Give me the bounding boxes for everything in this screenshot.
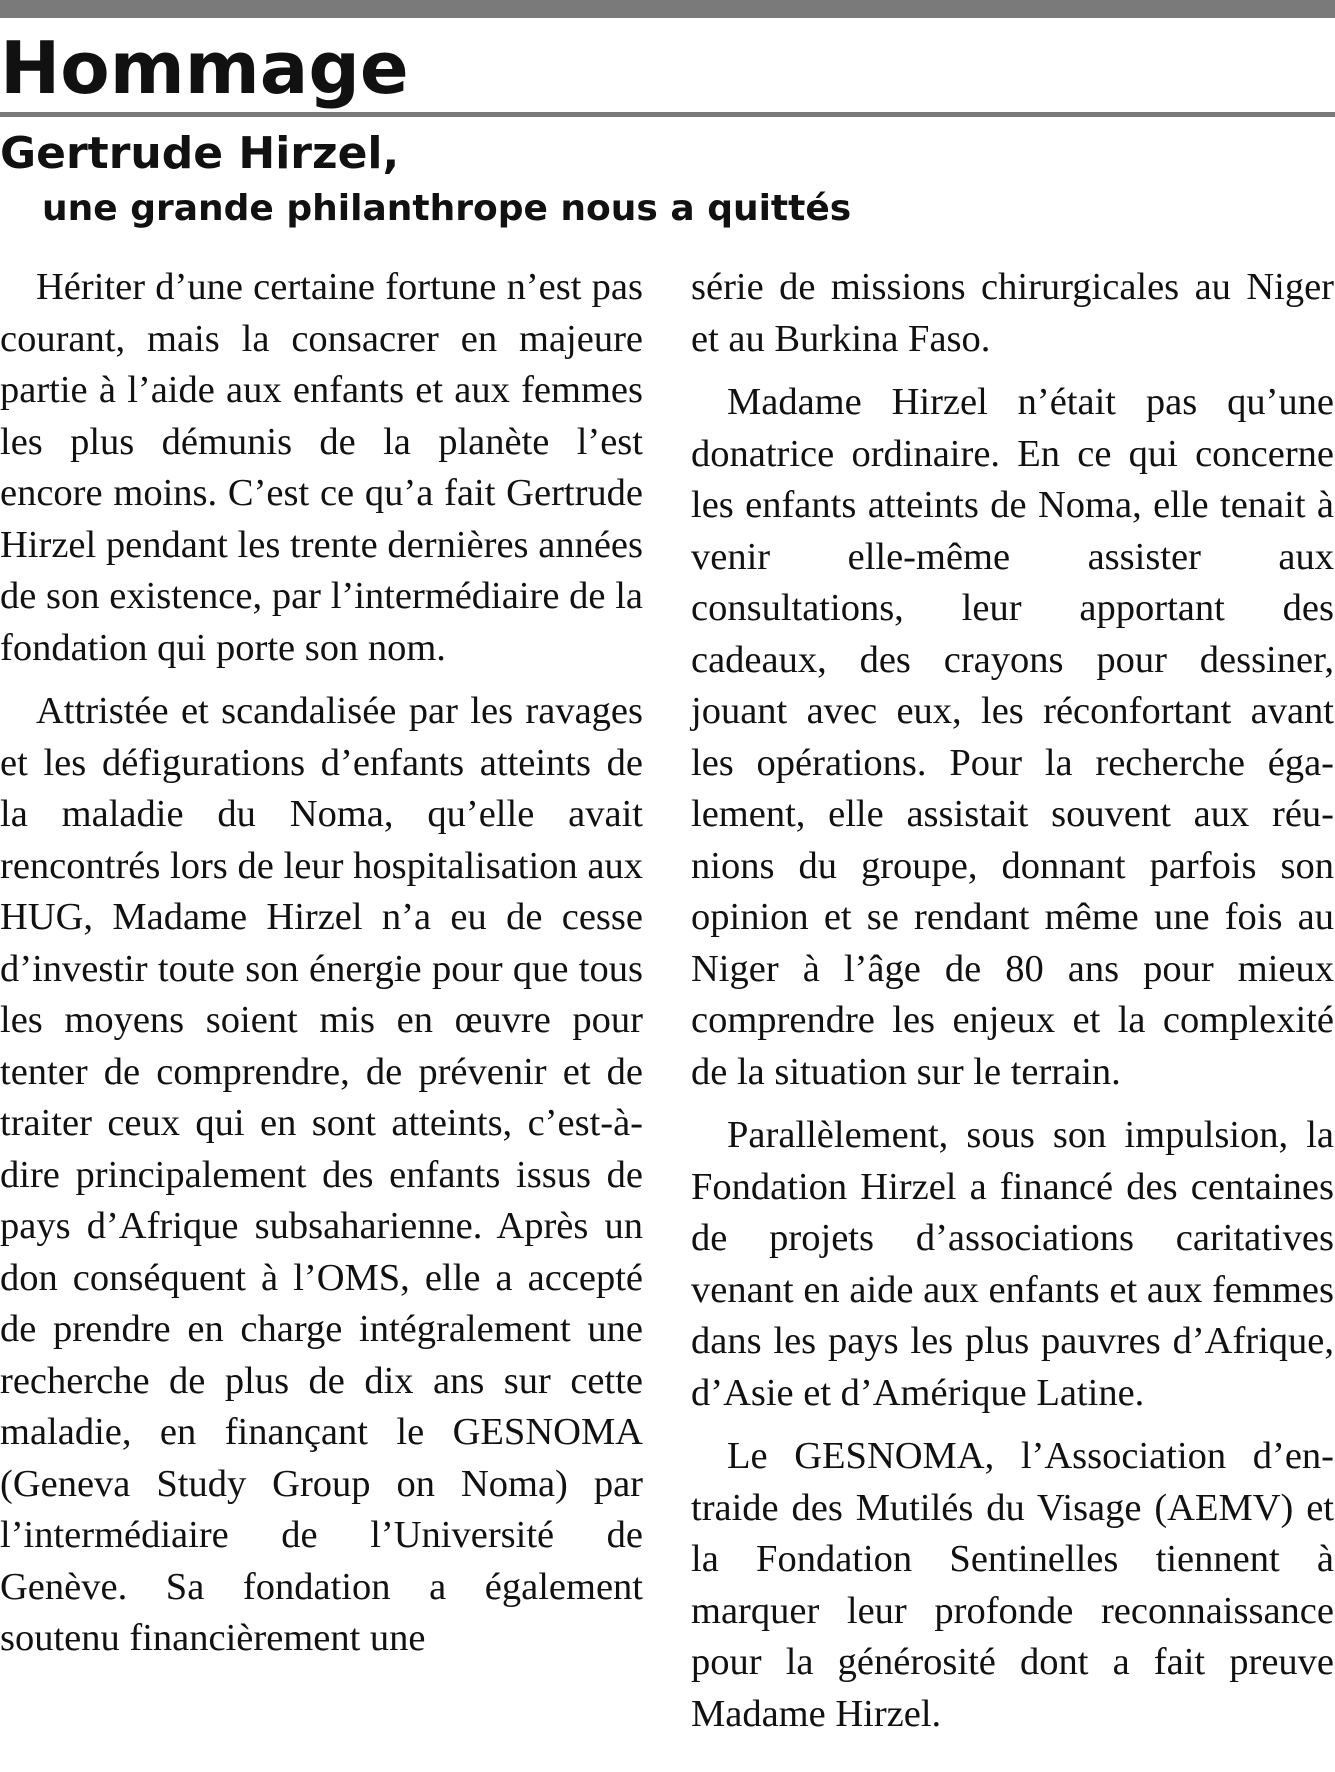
paragraph: Le GESNOMA, l’Association d’entraide des Mutilés du Visage (AEMV) et la Fondation Sentinelles tiennent à marquer leur profonde reconnaissance pour la générosité dont a fait preuve Madame Hirzel. bbox=[691, 1435, 1334, 1735]
paragraph-continuation: série de missions chirurgicales au Niger et au Burkina Faso. bbox=[691, 266, 1334, 360]
right-column bbox=[691, 262, 1334, 1752]
left-column bbox=[0, 262, 643, 1677]
paragraph: Hériter d’une certaine fortune n’est pas courant, mais la consacrer en majeure partie à l’aide aux enfants et aux femmes les plus démunis de la planète l’est encore moins. C’est ce qu’a fait Gertrude Hirzel pendant les trente dernières années de son existence, par l’intermédiaire de la fondation qui porte son nom. bbox=[0, 266, 643, 669]
paragraph: Madame Hirzel n’était pas qu’une donatrice ordinaire. En ce qui concerne les enfants atteints de Noma, elle tenait à venir elle-même assister aux consultations, leur apportant des cadeaux, des crayons pour dessiner, jouant avec eux, les réconfortant avant les opérations. Pour la recherche également, elle assistait souvent aux réunions du groupe, donnant parfois son opinion et se rendant même une fois au Niger à l’âge de 80 ans pour mieux comprendre les enjeux et la complexité de la situation sur le terrain. bbox=[691, 381, 1334, 1093]
article-headline: Gertrude Hirzel, bbox=[0, 128, 400, 179]
article-subheadline: une grande philanthrope nous a quittés bbox=[42, 188, 852, 229]
section-divider bbox=[0, 112, 1335, 117]
top-rule bbox=[0, 0, 1335, 18]
paragraph: Parallèlement, sous son impulsion, la Fondation Hirzel a financé des centaines de projets d’associations caritatives venant en aide aux enfants et aux femmes dans les pays les plus pauvres d’Afrique, d’Asie et d’Amérique Latine. bbox=[691, 1114, 1334, 1414]
section-title: Hommage bbox=[0, 26, 409, 110]
paragraph: Attristée et scandalisée par les ravages et les défigurations d’enfants atteints de la maladie du Noma, qu’elle avait rencontrés lors de leur hospitalisation aux HUG, Madame Hirzel n’a eu de cesse d’investir toute son énergie pour que tous les moyens soient mis en œuvre pour tenter de comprendre, de prévenir et de traiter ceux qui en sont atteints, c’est-à-dire principalement des enfants issus de pays d’Afrique subsaharienne. Après un don conséquent à l’OMS, elle a accepté de prendre en charge intégralement une recherche de plus de dix ans sur cette maladie, en finançant le GESNOMA (Geneva Study Group on Noma) par l’intermédiaire de l’Université de Genève. Sa fondation a également soutenu financièrement une bbox=[0, 690, 643, 1659]
